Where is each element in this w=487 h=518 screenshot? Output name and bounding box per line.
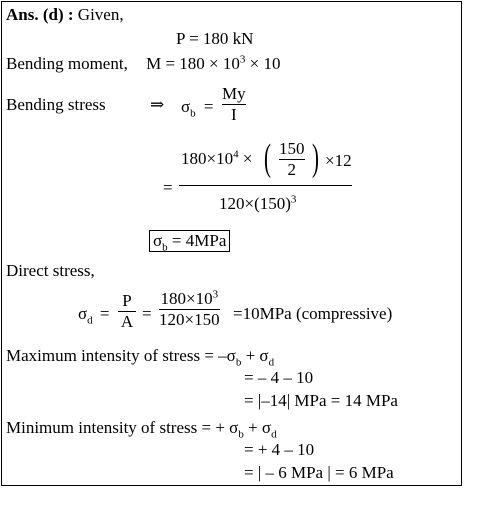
direct-numerator-exponent: 3	[212, 288, 219, 301]
sigma-b-result	[149, 230, 230, 252]
a-denominator: A	[120, 312, 134, 331]
answer-line	[6, 5, 124, 25]
max-line-2: = – 4 – 10	[244, 368, 314, 387]
min-sub-d: d	[271, 428, 277, 441]
bending-moment-label: Bending moment,	[6, 54, 128, 73]
max-line-3: = |–14| MPa = 14 MPa	[244, 391, 398, 410]
answer-label: Ans. (d) :	[6, 5, 74, 24]
direct-numerator	[161, 289, 219, 309]
fraction-numerator: My	[222, 84, 246, 103]
inner-denominator: 2	[287, 160, 296, 179]
p-numerator: P	[122, 291, 132, 310]
moment-exponent: 3	[239, 53, 246, 66]
my-over-i-fraction	[222, 84, 246, 125]
max-stress-line	[6, 346, 275, 369]
min-sub-b: b	[238, 428, 244, 441]
expr-denominator	[219, 194, 296, 214]
expr-numerator-a	[181, 149, 252, 169]
moment-symbol: M	[146, 54, 162, 73]
equals-1: =	[99, 304, 110, 323]
direct-numerator-term: 180×10	[160, 289, 213, 308]
sigma-d-glyph: σ	[78, 304, 88, 323]
equals-2: =	[142, 304, 152, 323]
min-stress-line	[6, 418, 277, 441]
inner-numerator: 150	[279, 139, 305, 158]
times-sign: ×	[242, 149, 253, 168]
max-plus: + σ	[241, 346, 269, 365]
given-label: Given,	[77, 5, 124, 24]
sigma-d-symbol	[78, 304, 110, 327]
direct-fraction	[159, 289, 220, 330]
sigma-sub: b	[190, 107, 196, 120]
result-sigma: σ	[153, 231, 163, 250]
denominator-exponent: 3	[290, 193, 297, 206]
result-value: = 4MPa	[167, 231, 227, 250]
main-fraction-bar	[179, 185, 352, 186]
bending-moment-line	[6, 54, 280, 74]
numerator-exponent: 4	[233, 148, 239, 161]
p-over-a-fraction	[118, 291, 136, 332]
numerator-term: 180×10	[181, 149, 234, 168]
direct-result: =10MPa (compressive)	[233, 304, 393, 323]
sigma-glyph: σ	[181, 97, 191, 116]
sigma-d-sub: d	[87, 314, 93, 327]
left-paren: (	[264, 137, 271, 179]
max-sub-d: d	[268, 356, 275, 369]
sigma-b-symbol	[181, 97, 214, 120]
denominator-term: 120×(150)	[219, 194, 291, 213]
right-paren: )	[312, 137, 319, 179]
load-value: P = 180 kN	[176, 29, 254, 48]
implies-arrow: ⇒	[150, 95, 165, 114]
inner-fraction	[279, 139, 305, 180]
expr-equals: =	[163, 178, 173, 197]
direct-stress-label: Direct stress,	[6, 261, 95, 280]
min-line-2: = + 4 – 10	[244, 440, 315, 459]
moment-tail: × 10	[245, 54, 281, 73]
fraction-denominator: I	[230, 105, 237, 124]
max-sub-b: b	[235, 356, 242, 369]
moment-expression: = 180 × 10	[165, 54, 240, 73]
direct-denominator: 120×150	[159, 310, 220, 329]
min-plus: + σ	[243, 418, 272, 437]
min-label: Minimum intensity of stress = + σ	[6, 418, 239, 437]
result-sub: b	[162, 241, 168, 254]
times-twelve: ×12	[325, 151, 352, 170]
max-label: Maximum intensity of stress = –σ	[6, 346, 236, 365]
equals-sign: =	[203, 97, 214, 116]
min-line-3: = | – 6 MPa | = 6 MPa	[244, 463, 394, 482]
bending-stress-label: Bending stress	[6, 95, 106, 114]
